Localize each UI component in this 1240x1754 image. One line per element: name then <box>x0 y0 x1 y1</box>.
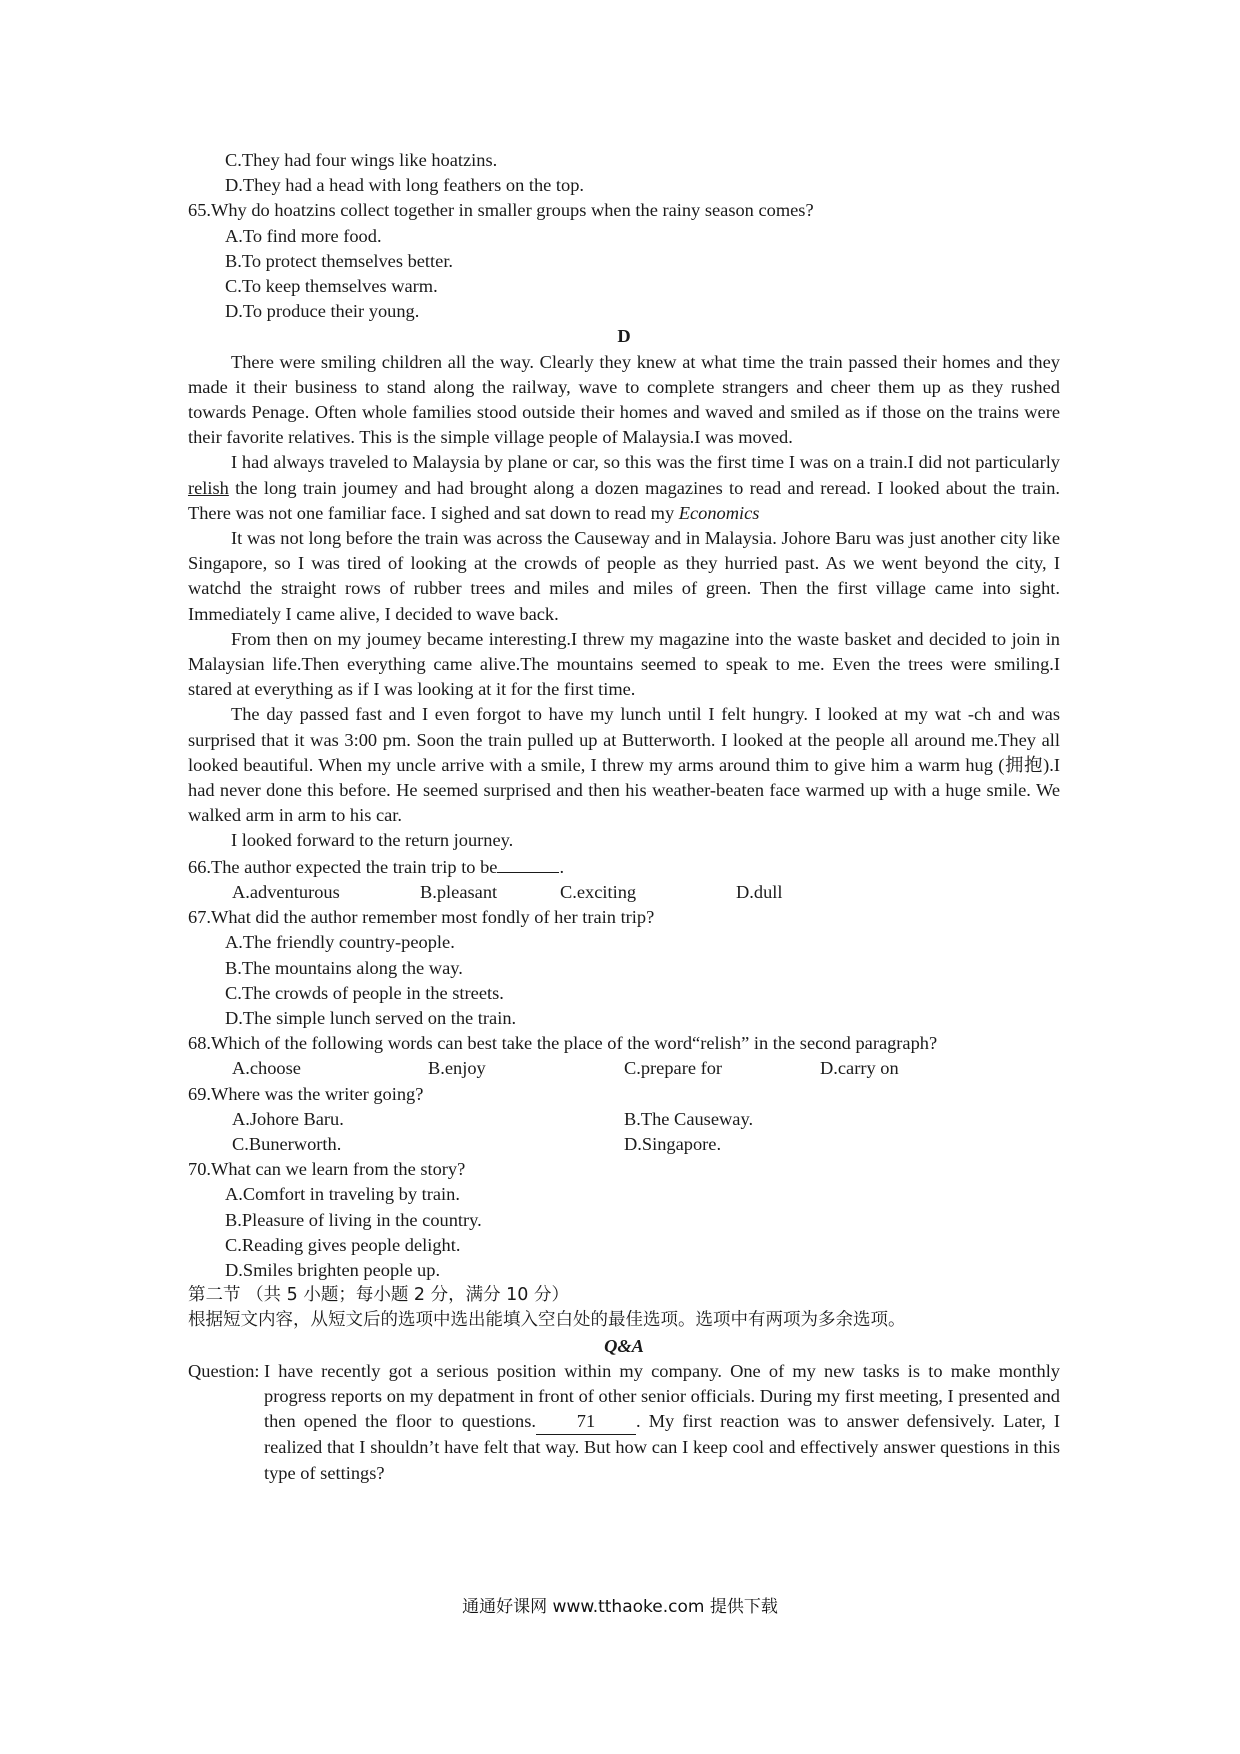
passage-d-paragraph-2 <box>188 450 1060 526</box>
passage-d-paragraph-3: It was not long before the train was across the Causeway and in Malaysia. Johore Baru was just another city like Singapore, so I was tired of looking at the crowds of people as they hurried past. As we went beyond the city, I watchd the straight rows of rubber trees and miles and miles of green. Then the first village came into sight. Immediately I came alive, I decided to wave back. <box>188 528 1060 624</box>
q70-question: 70.What can we learn from the story? <box>188 1159 466 1180</box>
q65-option-a: A.To find more food. <box>225 225 382 246</box>
passage-d-paragraph-1: There were smiling children all the way. Clearly they knew at what time the train passed their homes and they made it their business to stand along the railway, wave to complete strangers and cheer them up as they rushed towards Penage. Often whole families stood outside their homes and waved and smiled as if those on the trains were their favorite relatives. This is the simple village people of Malaysia.I was moved. <box>188 351 1060 448</box>
q66-question <box>188 854 1060 880</box>
q68-option-c: C.prepare for <box>624 1058 723 1079</box>
footer-watermark: 通通好课网 www.tthaoke.com 提供下载 <box>462 1597 778 1617</box>
passage-d-paragraph-4: From then on my joumey became interesting.I threw my magazine into the waste basket and decided to join in Malaysian life.Then everything came alive.The mountains seemed to speak to me. Even the trees were smiling.I stared at everything as if I was looking at it for the first time. <box>188 628 1060 700</box>
q68-option-b: B.enjoy <box>428 1058 486 1079</box>
q67-option-a: A.The friendly country-people. <box>225 932 455 953</box>
passage-d-label: D <box>617 326 631 347</box>
q68-option-a: A.choose <box>232 1058 301 1079</box>
q69-option-c: C.Bunerworth. <box>232 1133 342 1154</box>
q70-option-d: D.Smiles brighten people up. <box>225 1259 441 1280</box>
q67-option-c: C.The crowds of people in the streets. <box>225 982 504 1003</box>
paragraph-2-text-b: the long train joumey and had brought along a dozen magazines to read and reread. I looked about the train. There was not one familiar face. I sighed and sat down to read my <box>188 477 1060 523</box>
q66-option-c: C.exciting <box>560 881 637 902</box>
q66-period: . <box>559 856 565 877</box>
qa-title: Q&A <box>604 1335 644 1356</box>
section-2-heading: 第二节 （共 5 小题；每小题 2 分，满分 10 分） <box>188 1285 569 1306</box>
q66-blank <box>497 854 559 873</box>
q66-text: 66.The author expected the train trip to be <box>188 856 498 877</box>
q65-question: 65.Why do hoatzins collect together in smaller groups when the rainy season comes? <box>188 200 814 221</box>
q69-question: 69.Where was the writer going? <box>188 1083 424 1104</box>
q65-option-b: B.To protect themselves better. <box>225 250 454 271</box>
relish-word: relish <box>188 477 229 498</box>
q69-option-d: D.Singapore. <box>624 1133 722 1154</box>
question-text-b: . My first reaction was to answer defensively. Later, I realized that I shouldn’t have felt that way. But how can I keep cool and effectively answer questions in this type of settings? <box>264 1411 1061 1483</box>
q65-option-d: D.To produce their young. <box>225 301 420 322</box>
question-label: Question: <box>188 1360 260 1381</box>
q68-option-d: D.carry on <box>820 1058 899 1079</box>
q69-option-a: A.Johore Baru. <box>232 1108 344 1129</box>
passage-d-paragraph-5: The day passed fast and I even forgot to have my lunch until I felt hungry. I looked at my wat -ch and was surprised that it was 3:00 pm. Soon the train pulled up at Butterworth. I looked at the people all around me.They all looked beautiful. When my uncle arrive with a smile, I threw my arms around thim to give him a warm hug (拥抱).I had never done this before. He seemed surprised and then his weather-beaten face warmed up with a huge smile. We walked arm in arm to his car. <box>188 704 1060 826</box>
economics-magazine: Economics <box>678 502 760 523</box>
q66-option-d: D.dull <box>736 881 783 902</box>
section-2-instruction: 根据短文内容，从短文后的选项中选出能填入空白处的最佳选项。选项中有两项为多余选项。 <box>188 1310 906 1331</box>
q66-option-b: B.pleasant <box>420 881 498 902</box>
q67-option-b: B.The mountains along the way. <box>225 957 463 978</box>
q64-option-c: C.They had four wings like hoatzins. <box>225 150 498 170</box>
q67-question: 67.What did the author remember most fondly of her train trip? <box>188 907 655 928</box>
passage-d-paragraph-6: I looked forward to the return journey. <box>231 830 514 851</box>
q68-question: 68.Which of the following words can best take the place of the word“relish” in the second paragraph? <box>188 1033 938 1054</box>
q70-option-c: C.Reading gives people delight. <box>225 1234 461 1255</box>
blank-71: 71 <box>536 1409 636 1435</box>
q70-option-b: B.Pleasure of living in the country. <box>225 1209 482 1230</box>
q64-option-d: D.They had a head with long feathers on the top. <box>225 175 585 196</box>
question-text-a: I have recently got a serious position within my company. One of my new tasks is to make monthly progress reports on my depatment in front of other senior officials. During my first meeting, I presented and then opened the floor to questions. <box>264 1360 1060 1432</box>
q69-options <box>188 1107 1060 1157</box>
question-body <box>264 1359 1060 1486</box>
qa-question <box>188 1359 1060 1486</box>
q66-option-a: A.adventurous <box>232 881 340 902</box>
q69-option-b: B.The Causeway. <box>624 1108 754 1129</box>
q70-option-a: A.Comfort in traveling by train. <box>225 1184 460 1205</box>
exam-page <box>188 148 1060 1486</box>
paragraph-2-text-a: I had always traveled to Malaysia by plane or car, so this was the first time I was on a train.I did not particularly <box>231 452 1060 473</box>
q65-option-c: C.To keep themselves warm. <box>225 276 438 297</box>
q68-options <box>188 1056 1060 1081</box>
q67-option-d: D.The simple lunch served on the train. <box>225 1007 517 1028</box>
q66-options <box>188 880 1060 905</box>
